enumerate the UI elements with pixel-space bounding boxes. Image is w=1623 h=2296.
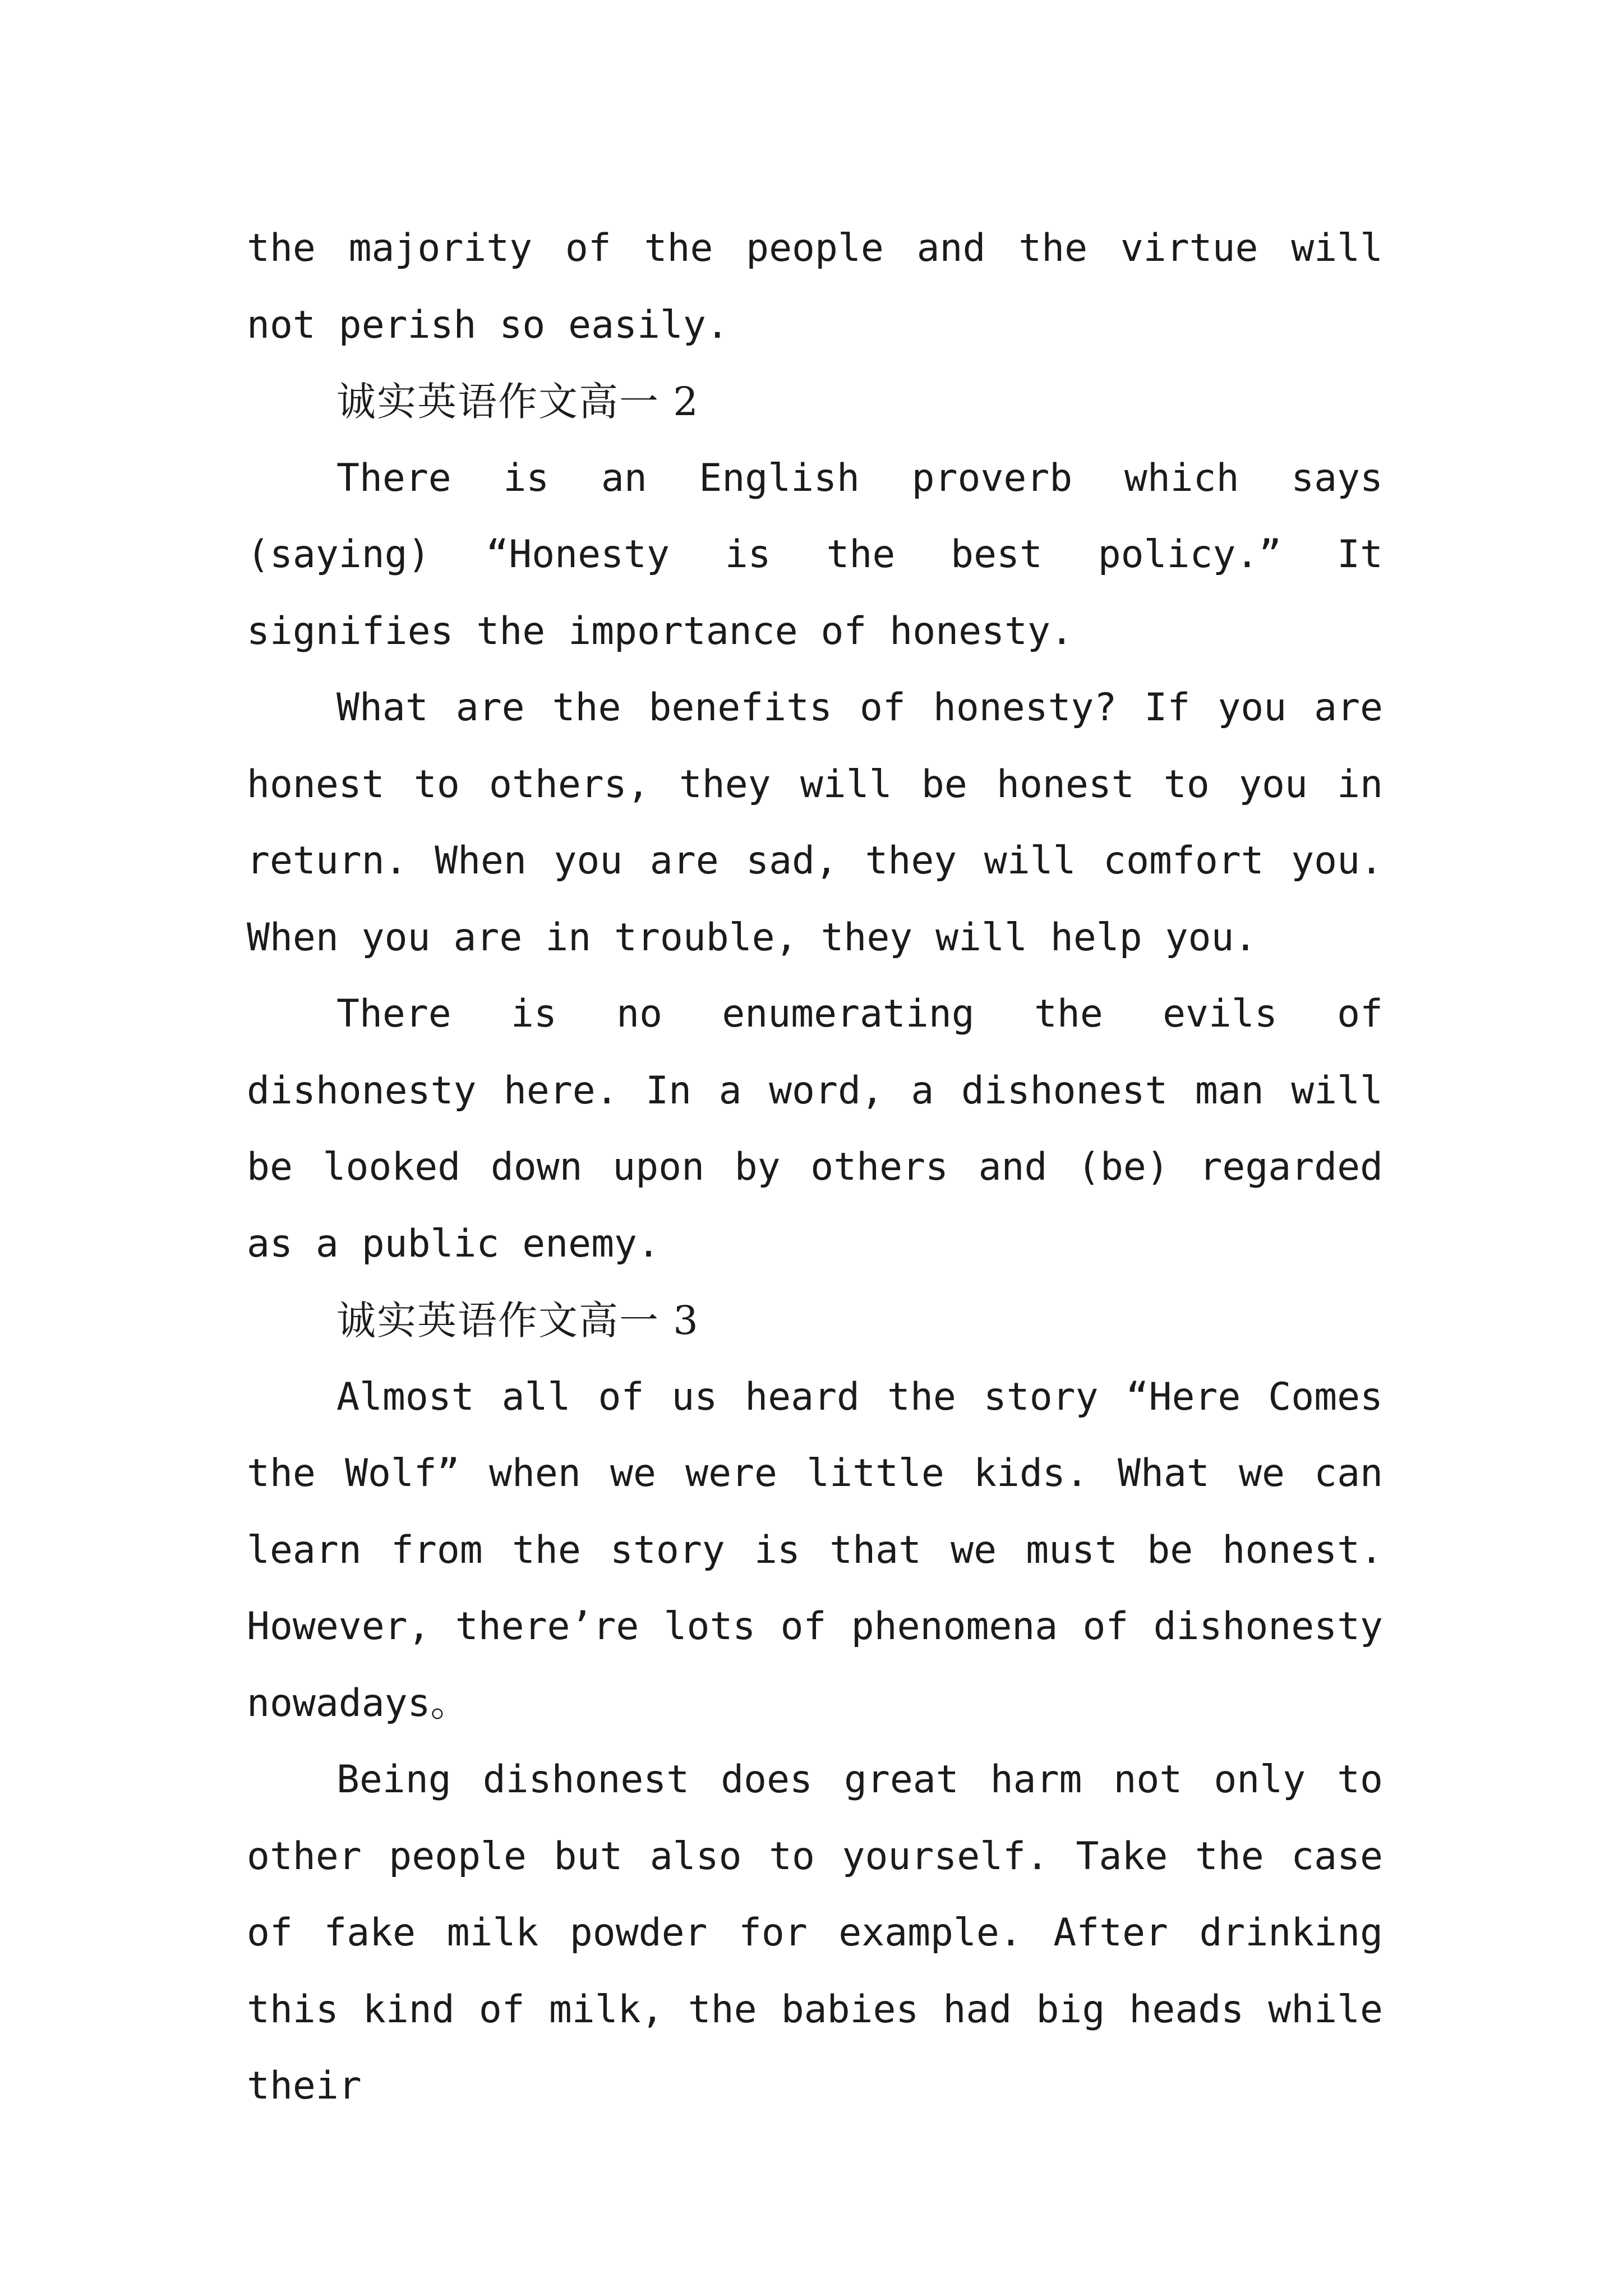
paragraph-continuation: the majority of the people and the virtue will not perish so easily. [247,226,1383,347]
section-heading-3: 诚实英语作文高一 3 [336,1297,699,1343]
paragraph-benefits: What are the benefits of honesty? If you are honest to others, they will be honest to you in return. When you are sad, they will comfort you. When you are in trouble, they will help you. [247,685,1383,960]
paragraph-harm: Being dishonest does great harm not only to other people but also to yourself. Take the case of fake milk powder for example. After drinking this kind of milk, the babies had big heads while their [247,1757,1383,2108]
section-heading-2: 诚实英语作文高一 2 [336,379,699,425]
paragraph-proverb: There is an English proverb which says (saying) “Honesty is the best policy.” It signifies the importance of honesty. [247,455,1383,654]
document-body [247,210,1383,2125]
paragraph-evils: There is no enumerating the evils of dishonesty here. In a word, a dishonest man will be looked down upon by others and (be) regarded as a public enemy. [247,992,1383,1266]
paragraph-wolf-story: Almost all of us heard the story “Here Comes the Wolf” when we were little kids. What we can learn from the story is that we must be honest. However, there’re lots of phenomena of dishonesty nowadays。 [247,1374,1383,1726]
